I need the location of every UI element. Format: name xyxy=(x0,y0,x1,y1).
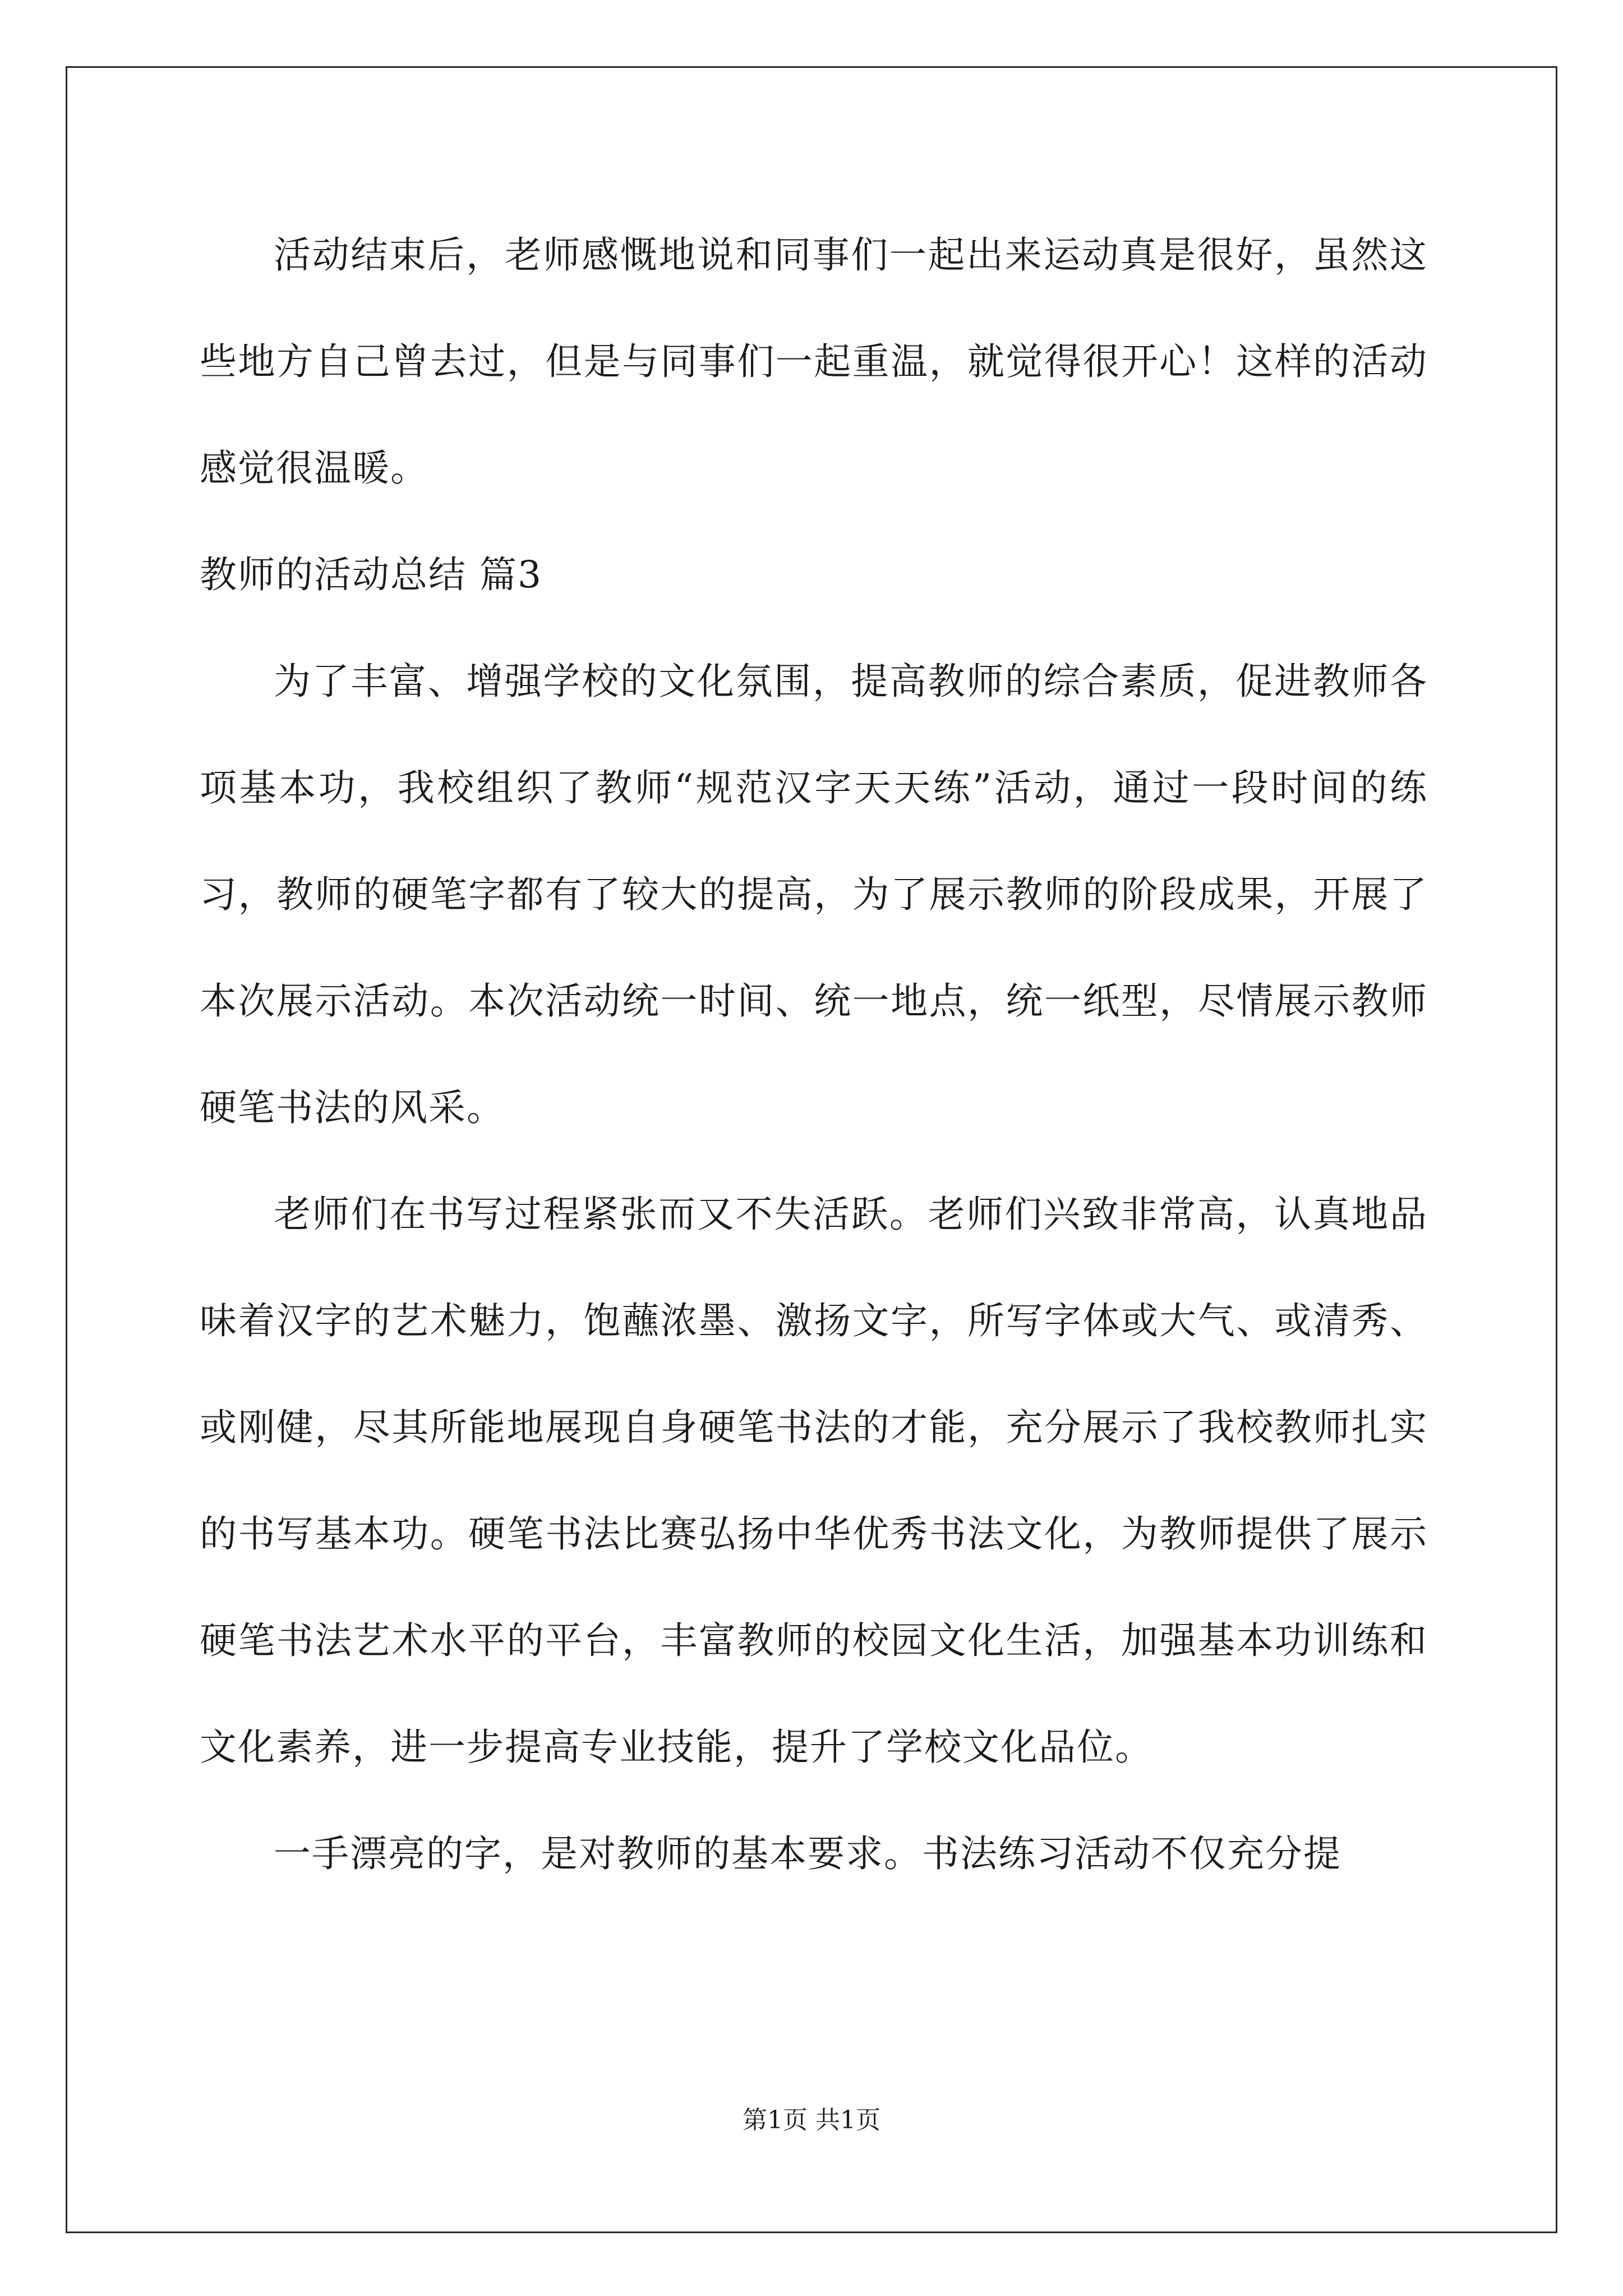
paragraph-2: 老师们在书写过程紧张而又不失活跃。老师们兴致非常高，认真地品味着汉字的艺术魅力，饱蘸浓墨、激扬文字，所写字体或大气、或清秀、或刚健，尽其所能地展现自身硬笔书法的才能，充分展示了我校教师扎实的书写基本功。硬笔书法比赛弘扬中华优秀书法文化，为教师提供了展示硬笔书法艺术水平的平台，丰富教师的校园文化生活，加强基本功训练和文化素养，进一步提高专业技能，提升了学校文化品位。 xyxy=(200,1193,1428,1769)
paragraph-intro: 活动结束后，老师感慨地说和同事们一起出来运动真是很好，虽然这些地方自己曾去过，但是与同事们一起重温，就觉得很开心！这样的活动感觉很温暖。 xyxy=(200,233,1428,490)
document-body xyxy=(200,202,1428,1907)
section-heading: 教师的活动总结 篇3 xyxy=(200,553,542,596)
paragraph-3: 一手漂亮的字，是对教师的基本要求。书法练习活动不仅充分提 xyxy=(274,1832,1341,1875)
paragraph-1: 为了丰富、增强学校的文化氛围，提高教师的综合素质，促进教师各项基本功，我校组织了教师“规范汉字天天练”活动，通过一段时间的练习，教师的硬笔字都有了较大的提高，为了展示教师的阶段成果，开展了本次展示活动。本次活动统一时间、统一地点，统一纸型，尽情展示教师硬笔书法的风采。 xyxy=(200,660,1428,1129)
page-footer: 第1页 共1页 xyxy=(743,2106,880,2134)
